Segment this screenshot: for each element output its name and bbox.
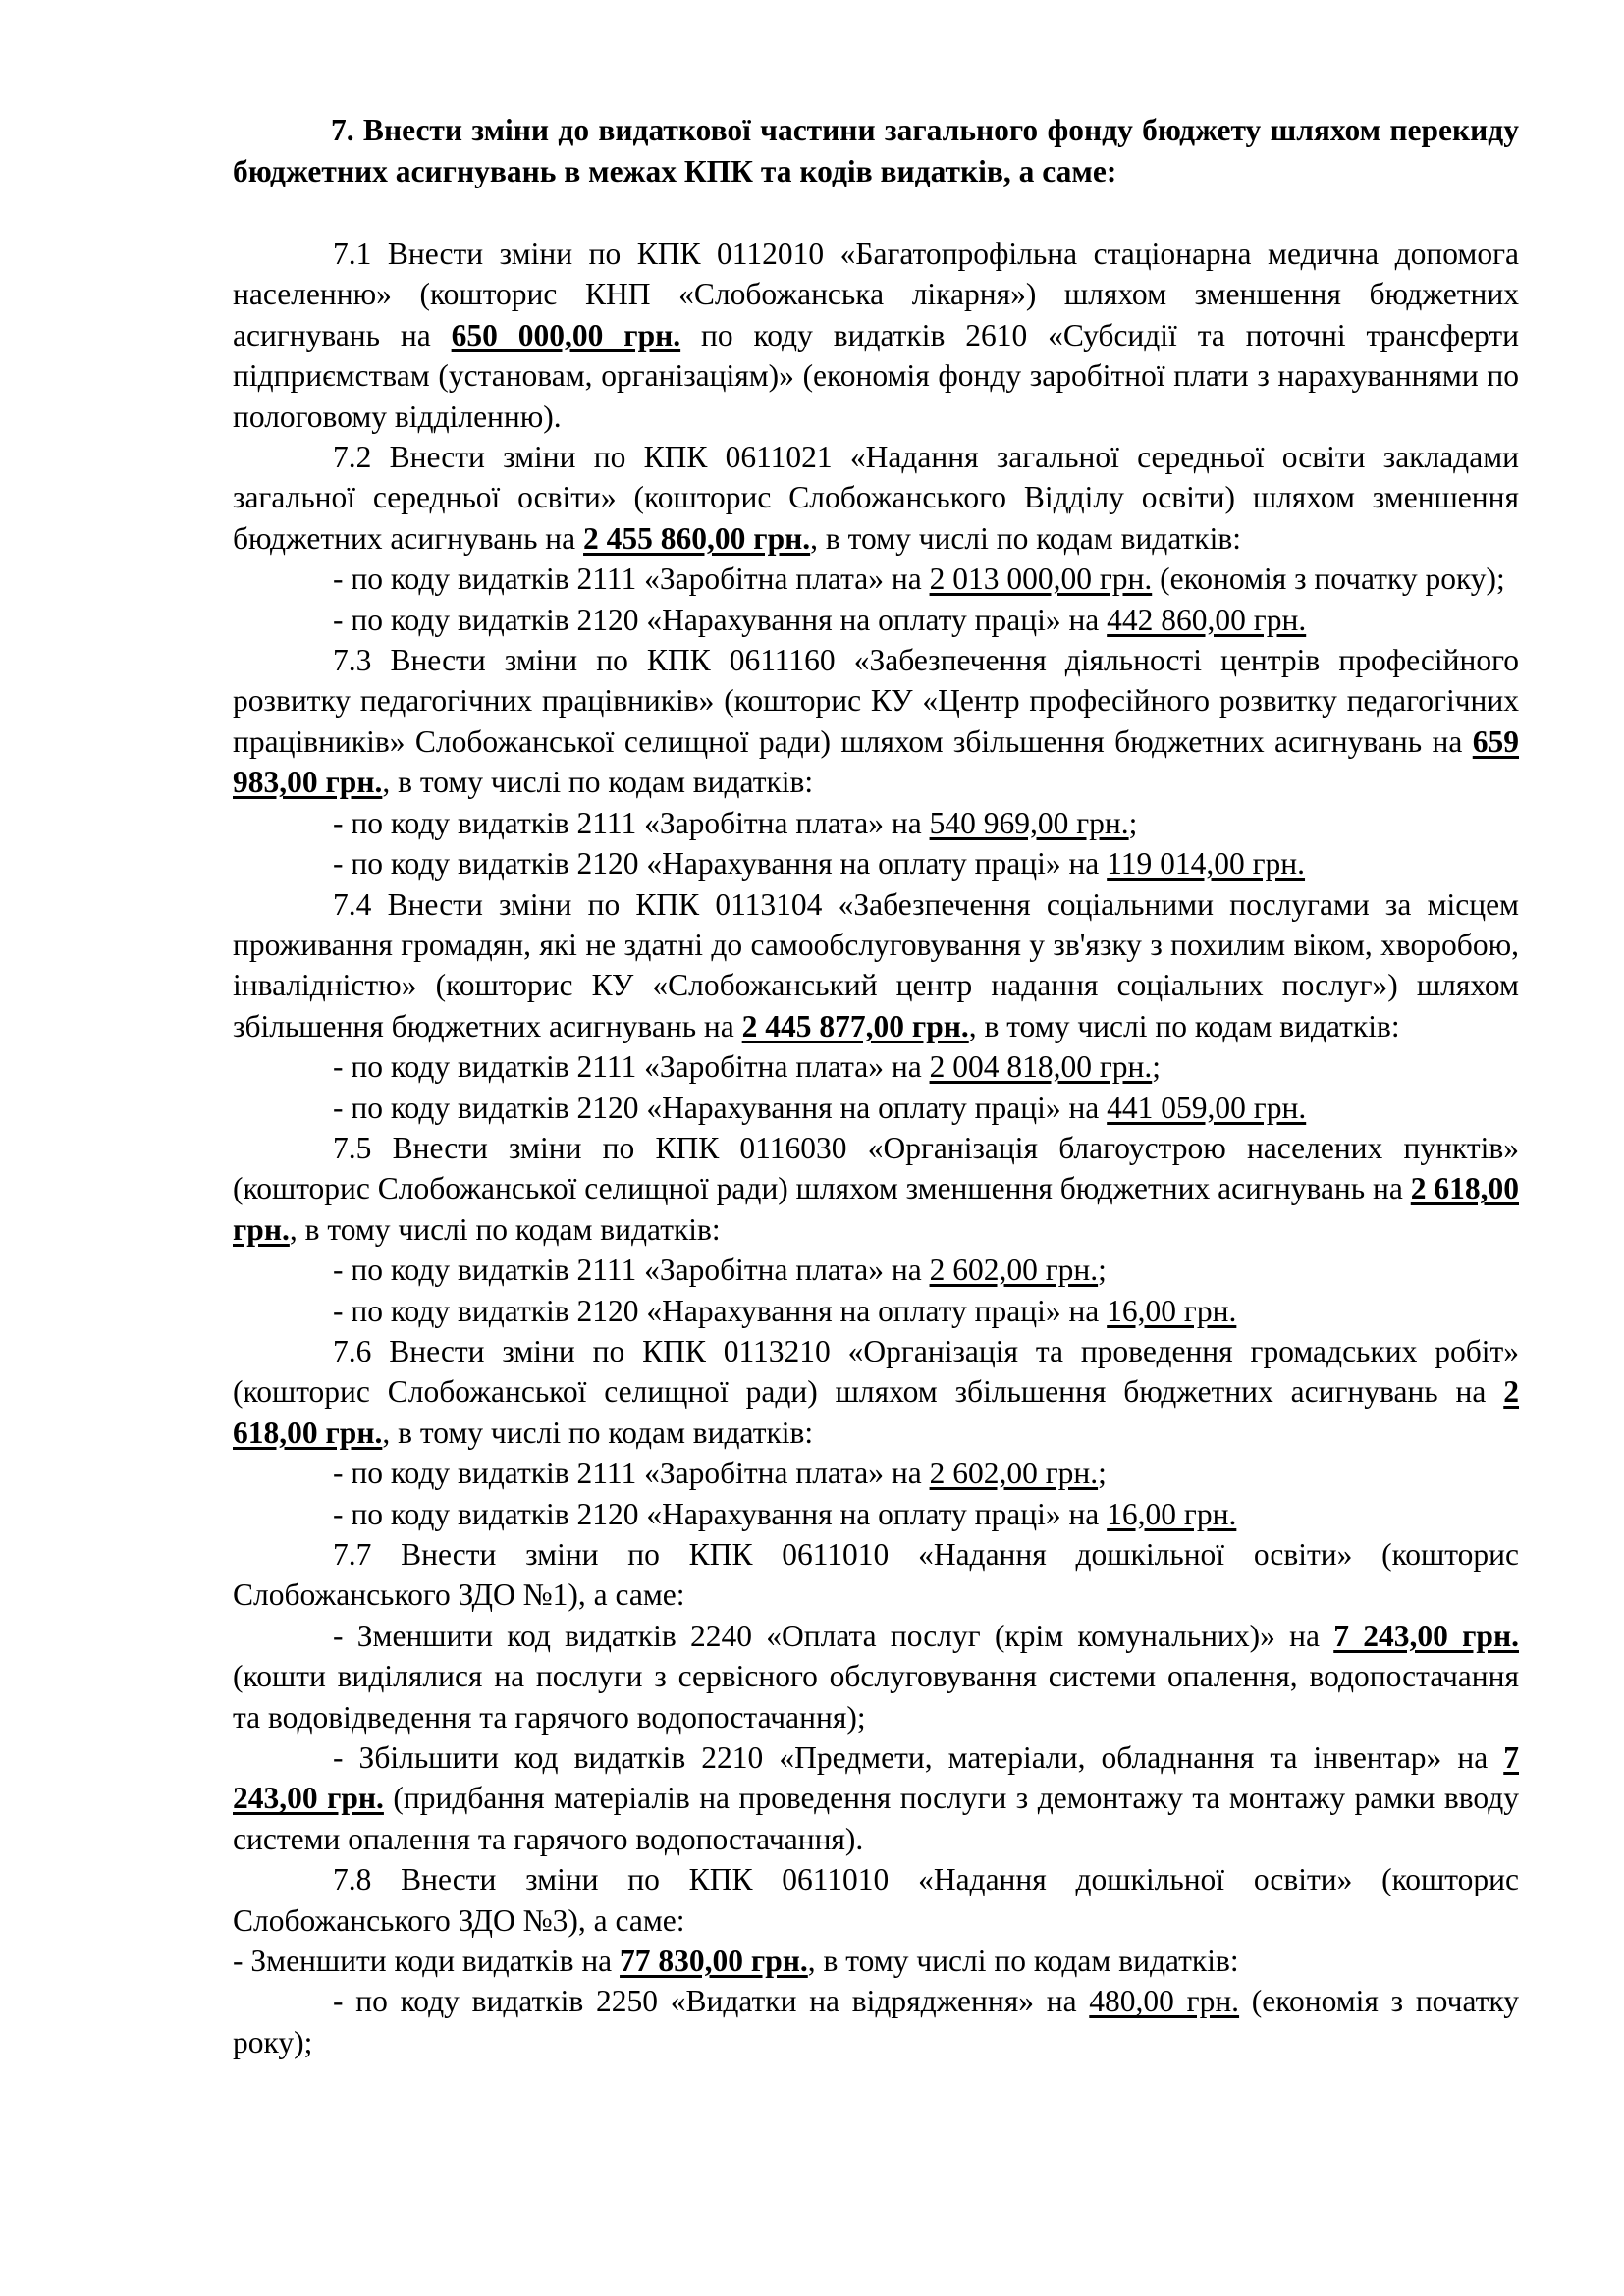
paragraph-text: 7.2 Внести зміни по КПК 0611021 «Надання загальної середньої освіти закладами загальної середньої освіти» (кошторис Слобожанського Відділу освіти) шляхом зменшення бюджетних асигнувань на xyxy=(233,440,1519,556)
paragraph-7-2 xyxy=(233,437,1519,559)
amount: 119 014,00 грн. xyxy=(1107,846,1306,881)
amount-total: 2 445 877,00 грн. xyxy=(741,1008,969,1043)
amount-total: 77 830,00 грн. xyxy=(620,1944,808,1979)
paragraph-text: , в тому числі по кодам видатків: xyxy=(382,765,814,800)
amount: 2 013 000,00 грн. xyxy=(929,561,1153,597)
paragraph-text: 7.7 Внести зміни по КПК 0611010 «Надання дошкільної освіти» (кошторис Слобожанського ЗДО №1), а саме: xyxy=(233,1537,1519,1613)
paragraph-7-1 xyxy=(233,234,1519,437)
sub-item-text: ; xyxy=(1098,1456,1107,1491)
amount: 16,00 грн. xyxy=(1107,1496,1237,1531)
paragraph-7-7 xyxy=(233,1534,1519,1616)
sub-item xyxy=(233,1616,1519,1737)
paragraph-text: 7.3 Внести зміни по КПК 0611160 «Забезпечення діяльності центрів професійного розвитку педагогічних працівників» (кошторис КУ «Центр професійного розвитку педагогічних працівників» Слобожанської селищної ради) шляхом збільшення бюджетних асигнувань на xyxy=(233,643,1519,759)
amount: 441 059,00 грн. xyxy=(1107,1090,1307,1125)
sub-item xyxy=(233,1941,1519,1981)
sub-item xyxy=(233,1088,1519,1128)
sub-item-text: - по коду видатків 2120 «Нарахування на оплату праці» на xyxy=(333,1496,1108,1531)
paragraph-text: 7.8 Внести зміни по КПК 0611010 «Надання дошкільної освіти» (кошторис Слобожанського ЗДО №3), а саме: xyxy=(233,1862,1519,1938)
sub-item-text: (економія з початку року); xyxy=(233,1984,1519,2059)
sub-item-text: - по коду видатків 2120 «Нарахування на оплату праці» на xyxy=(333,602,1108,637)
paragraph-text: 7.6 Внести зміни по КПК 0113210 «Організація та проведення громадських робіт» (кошторис Слобожанської селищної ради) шляхом збільшення бюджетних асигнувань на xyxy=(233,1333,1519,1410)
amount-total: 2 618,00 грн. xyxy=(233,1171,1519,1247)
paragraph-7-5 xyxy=(233,1128,1519,1250)
amount: 442 860,00 грн. xyxy=(1107,602,1307,637)
paragraph-7-6 xyxy=(233,1331,1519,1453)
amount: 16,00 грн. xyxy=(1107,1293,1237,1328)
sub-item xyxy=(233,600,1519,640)
sub-item-text: - по коду видатків 2111 «Заробітна плата» на xyxy=(333,805,930,840)
sub-item-text: (кошти виділялися на послуги з сервісного обслуговування системи опалення, водопостачання та водовідведення та гарячого водопостачання); xyxy=(233,1659,1519,1735)
paragraph-text: , в тому числі по кодам видатків: xyxy=(289,1211,721,1247)
sub-item xyxy=(233,559,1519,599)
sub-item xyxy=(233,1046,1519,1087)
sub-item xyxy=(233,1494,1519,1534)
amount-total: 650 000,00 грн. xyxy=(451,317,681,352)
sub-item-text: - Збільшити код видатків 2210 «Предмети, матеріали, обладнання та інвентар» на xyxy=(333,1740,1504,1776)
sub-item xyxy=(233,1250,1519,1290)
amount: 2 004 818,00 грн. xyxy=(929,1049,1153,1085)
sub-item-text: - Зменшити коди видатків на xyxy=(233,1944,621,1979)
amount: 540 969,00 грн. xyxy=(929,805,1129,840)
sub-item xyxy=(233,843,1519,883)
spacer xyxy=(233,192,1519,234)
sub-item xyxy=(233,1737,1519,1859)
amount-total: 7 243,00 грн. xyxy=(1333,1618,1519,1653)
amount-total: 7 243,00 грн. xyxy=(233,1740,1519,1816)
paragraph-text: 7.4 Внести зміни по КПК 0113104 «Забезпечення соціальними послугами за місцем проживання громадян, які не здатні до самообслуговування у зв'язку з похилим віком, хворобою, інвалідністю» (кошторис КУ «Слобожанський центр надання соціальних послуг») шляхом збільшення бюджетних асигнувань на xyxy=(233,886,1519,1043)
sub-item-text: - по коду видатків 2120 «Нарахування на оплату праці» на xyxy=(333,1090,1108,1125)
paragraph-7-8 xyxy=(233,1859,1519,1941)
amount-total: 659 983,00 грн. xyxy=(233,723,1519,800)
paragraph-7-4 xyxy=(233,884,1519,1047)
paragraph-text: 7.5 Внести зміни по КПК 0116030 «Організація благоустрою населених пунктів» (кошторис Слобожанської селищної ради) шляхом зменшення бюджетних асигнувань на xyxy=(233,1130,1519,1206)
sub-item-text: - по коду видатків 2250 «Видатки на відрядження» на xyxy=(333,1984,1090,2019)
sub-item-text: - по коду видатків 2111 «Заробітна плата» на xyxy=(333,561,930,597)
sub-item xyxy=(233,1453,1519,1493)
paragraph-text: , в тому числі по кодам видатків: xyxy=(968,1008,1400,1043)
amount-total: 2 455 860,00 грн. xyxy=(583,520,811,556)
sub-item-text: (придбання матеріалів на проведення послуги з демонтажу та монтажу рамки вводу системи опалення та гарячого водопостачання). xyxy=(233,1781,1519,1856)
sub-item-text: , в тому числі по кодам видатків: xyxy=(807,1944,1239,1979)
amount: 480,00 грн. xyxy=(1089,1984,1240,2019)
document-page xyxy=(233,110,1519,2062)
paragraph-text: по коду видатків 2610 «Субсидії та поточні трансферти підприємствам (установам, організаціям)» (економія фонду заробітної плати з нарахуваннями по пологовому відділенню). xyxy=(233,317,1519,434)
paragraph-text: , в тому числі по кодам видатків: xyxy=(810,520,1241,556)
sub-item-text: ; xyxy=(1098,1253,1107,1288)
sub-item-text: (економія з початку року); xyxy=(1152,561,1505,597)
sub-item-text: - по коду видатків 2120 «Нарахування на оплату праці» на xyxy=(333,1293,1108,1328)
amount: 2 602,00 грн. xyxy=(929,1456,1099,1491)
paragraph-text: , в тому числі по кодам видатків: xyxy=(382,1415,814,1450)
sub-item-text: - по коду видатків 2120 «Нарахування на оплату праці» на xyxy=(333,846,1108,881)
paragraph-text: 7.1 Внести зміни по КПК 0112010 «Багатопрофільна стаціонарна медична допомога населенню» (кошторис КНП «Слобожанська лікарня») шляхом зменшення бюджетних асигнувань на xyxy=(233,237,1519,352)
sub-item xyxy=(233,1981,1519,2062)
sub-item xyxy=(233,803,1519,843)
paragraph-7-3 xyxy=(233,640,1519,803)
sub-item-text: - по коду видатків 2111 «Заробітна плата» на xyxy=(333,1253,930,1288)
amount: 2 602,00 грн. xyxy=(929,1253,1099,1288)
section-heading: 7. Внести зміни до видаткової частини загального фонду бюджету шляхом перекиду бюджетних асигнувань в межах КПК та кодів видатків, а саме: xyxy=(233,113,1519,188)
sub-item-text: ; xyxy=(1152,1049,1161,1085)
sub-item xyxy=(233,1291,1519,1331)
sub-item-text: - по коду видатків 2111 «Заробітна плата» на xyxy=(333,1456,930,1491)
sub-item-text: - по коду видатків 2111 «Заробітна плата» на xyxy=(333,1049,930,1085)
amount-total: 2 618,00 грн. xyxy=(233,1374,1519,1450)
sub-item-text: - Зменшити код видатків 2240 «Оплата послуг (крім комунальних)» на xyxy=(333,1618,1334,1653)
sub-item-text: ; xyxy=(1128,805,1138,840)
